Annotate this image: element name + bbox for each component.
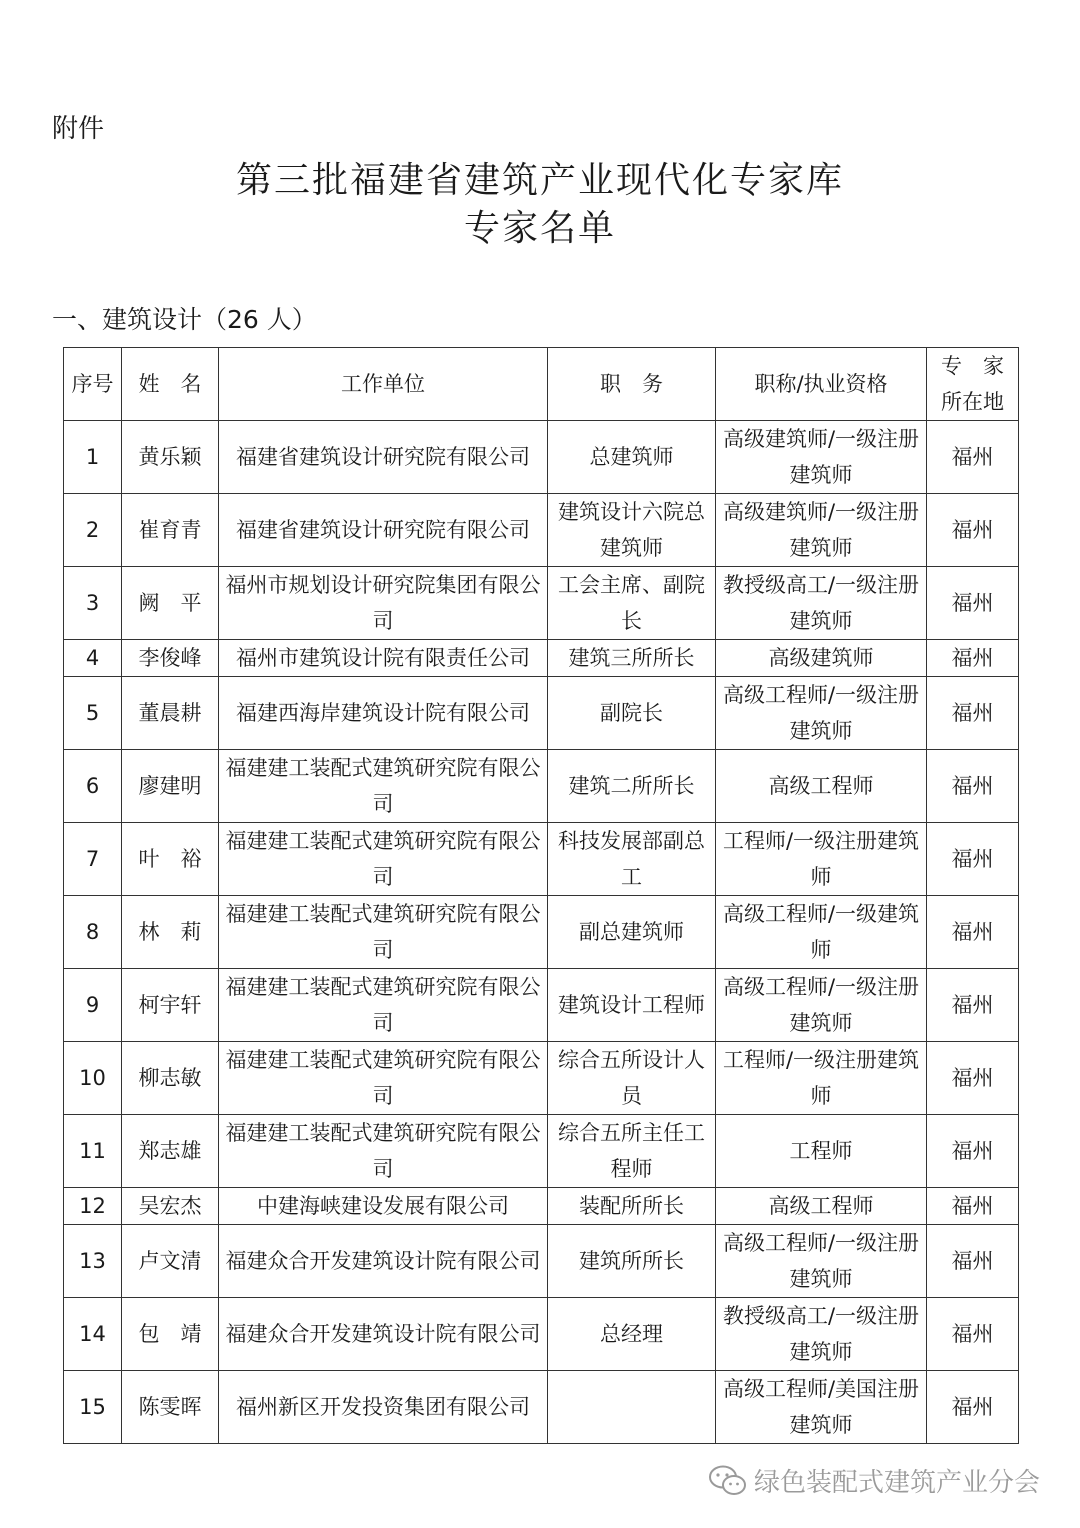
- cell-unit: 福州新区开发投资集团有限公司: [219, 1371, 548, 1444]
- cell-location: 福州: [927, 1225, 1019, 1298]
- cell-name: 崔育青: [122, 494, 219, 567]
- cell-unit: 福建建工装配式建筑研究院有限公司: [219, 896, 548, 969]
- cell-no: 15: [64, 1371, 122, 1444]
- cell-title: 高级工程师/一级建筑师: [716, 896, 927, 969]
- cell-position: 工会主席、副院长: [548, 567, 716, 640]
- cell-name: 廖建明: [122, 750, 219, 823]
- watermark: [708, 1462, 1040, 1499]
- cell-no: 12: [64, 1188, 122, 1225]
- table-row: [64, 494, 1019, 567]
- cell-no: 2: [64, 494, 122, 567]
- cell-title: 高级工程师: [716, 750, 927, 823]
- table-row: [64, 1225, 1019, 1298]
- table-row: [64, 1115, 1019, 1188]
- cell-title: 高级工程师/美国注册建筑师: [716, 1371, 927, 1444]
- cell-position: 建筑二所所长: [548, 750, 716, 823]
- cell-name: 柯宇轩: [122, 969, 219, 1042]
- table-row: [64, 896, 1019, 969]
- cell-no: 3: [64, 567, 122, 640]
- section-heading: 一、建筑设计（26 人）: [52, 305, 317, 334]
- watermark-text: 绿色装配式建筑产业分会: [754, 1468, 1041, 1498]
- cell-location: 福州: [927, 1188, 1019, 1225]
- cell-location: 福州: [927, 1298, 1019, 1371]
- cell-title: 高级工程师/一级注册建筑师: [716, 677, 927, 750]
- table-header-row: [64, 348, 1019, 421]
- cell-no: 9: [64, 969, 122, 1042]
- cell-position: 副总建筑师: [548, 896, 716, 969]
- cell-position: 科技发展部副总工: [548, 823, 716, 896]
- header-no: 序号: [64, 348, 122, 421]
- cell-no: 14: [64, 1298, 122, 1371]
- cell-title: 高级建筑师: [716, 640, 927, 677]
- cell-name: 林 莉: [122, 896, 219, 969]
- cell-no: 4: [64, 640, 122, 677]
- cell-name: 郑志雄: [122, 1115, 219, 1188]
- cell-location: 福州: [927, 494, 1019, 567]
- cell-location: 福州: [927, 750, 1019, 823]
- cell-name: 陈雯晖: [122, 1371, 219, 1444]
- cell-unit: 福建建工装配式建筑研究院有限公司: [219, 1042, 548, 1115]
- table-row: [64, 640, 1019, 677]
- cell-position: 总建筑师: [548, 421, 716, 494]
- wechat-icon: [708, 1464, 748, 1498]
- cell-unit: 福建建工装配式建筑研究院有限公司: [219, 1115, 548, 1188]
- cell-position: 建筑设计工程师: [548, 969, 716, 1042]
- cell-location: 福州: [927, 567, 1019, 640]
- cell-location: 福州: [927, 677, 1019, 750]
- cell-location: 福州: [927, 1042, 1019, 1115]
- cell-location: 福州: [927, 1371, 1019, 1444]
- cell-title: 工程师/一级注册建筑师: [716, 823, 927, 896]
- cell-unit: 福建省建筑设计研究院有限公司: [219, 421, 548, 494]
- table-row: [64, 1042, 1019, 1115]
- cell-position: 建筑设计六院总建筑师: [548, 494, 716, 567]
- cell-position: 综合五所设计人员: [548, 1042, 716, 1115]
- cell-no: 8: [64, 896, 122, 969]
- cell-position: 建筑三所所长: [548, 640, 716, 677]
- cell-no: 11: [64, 1115, 122, 1188]
- header-name: 姓 名: [122, 348, 219, 421]
- table-row: [64, 969, 1019, 1042]
- cell-name: 李俊峰: [122, 640, 219, 677]
- page-title: 第三批福建省建筑产业现代化专家库: [235, 160, 844, 201]
- cell-location: 福州: [927, 640, 1019, 677]
- cell-position: 建筑所所长: [548, 1225, 716, 1298]
- cell-unit: 中建海峡建设发展有限公司: [219, 1188, 548, 1225]
- attachment-label: 附件: [52, 114, 105, 144]
- cell-name: 吴宏杰: [122, 1188, 219, 1225]
- cell-unit: 福建省建筑设计研究院有限公司: [219, 494, 548, 567]
- cell-position: 副院长: [548, 677, 716, 750]
- cell-title: 教授级高工/一级注册建筑师: [716, 567, 927, 640]
- cell-unit: 福建建工装配式建筑研究院有限公司: [219, 823, 548, 896]
- cell-title: 教授级高工/一级注册建筑师: [716, 1298, 927, 1371]
- cell-unit: 福建建工装配式建筑研究院有限公司: [219, 969, 548, 1042]
- cell-name: 董晨耕: [122, 677, 219, 750]
- table-row: [64, 823, 1019, 896]
- cell-no: 7: [64, 823, 122, 896]
- cell-name: 黄乐颖: [122, 421, 219, 494]
- cell-position: [548, 1371, 716, 1444]
- cell-unit: 福州市建筑设计院有限责任公司: [219, 640, 548, 677]
- cell-title: 高级工程师/一级注册建筑师: [716, 969, 927, 1042]
- cell-no: 13: [64, 1225, 122, 1298]
- cell-location: 福州: [927, 969, 1019, 1042]
- table-row: [64, 677, 1019, 750]
- cell-title: 高级建筑师/一级注册建筑师: [716, 494, 927, 567]
- cell-position: 总经理: [548, 1298, 716, 1371]
- table-row: [64, 567, 1019, 640]
- cell-title: 高级建筑师/一级注册建筑师: [716, 421, 927, 494]
- cell-name: 柳志敏: [122, 1042, 219, 1115]
- header-position: 职 务: [548, 348, 716, 421]
- cell-unit: 福建西海岸建筑设计院有限公司: [219, 677, 548, 750]
- cell-no: 10: [64, 1042, 122, 1115]
- cell-no: 1: [64, 421, 122, 494]
- cell-position: 综合五所主任工程师: [548, 1115, 716, 1188]
- cell-location: 福州: [927, 823, 1019, 896]
- cell-title: 高级工程师: [716, 1188, 927, 1225]
- cell-unit: 福建众合开发建筑设计院有限公司: [219, 1298, 548, 1371]
- table-row: [64, 750, 1019, 823]
- header-location: 专 家所在地: [927, 348, 1019, 421]
- cell-title: 工程师/一级注册建筑师: [716, 1042, 927, 1115]
- cell-name: 阙 平: [122, 567, 219, 640]
- table-row: [64, 1298, 1019, 1371]
- table-row: [64, 1188, 1019, 1225]
- header-title: 职称/执业资格: [716, 348, 927, 421]
- cell-location: 福州: [927, 1115, 1019, 1188]
- cell-location: 福州: [927, 421, 1019, 494]
- cell-title: 工程师: [716, 1115, 927, 1188]
- page-subtitle: 专家名单: [463, 208, 616, 249]
- cell-position: 装配所所长: [548, 1188, 716, 1225]
- cell-unit: 福建建工装配式建筑研究院有限公司: [219, 750, 548, 823]
- expert-table: [63, 347, 1019, 1444]
- cell-name: 包 靖: [122, 1298, 219, 1371]
- cell-name: 叶 裕: [122, 823, 219, 896]
- header-unit: 工作单位: [219, 348, 548, 421]
- cell-unit: 福建众合开发建筑设计院有限公司: [219, 1225, 548, 1298]
- cell-no: 5: [64, 677, 122, 750]
- table-row: [64, 421, 1019, 494]
- cell-no: 6: [64, 750, 122, 823]
- cell-title: 高级工程师/一级注册建筑师: [716, 1225, 927, 1298]
- table-row: [64, 1371, 1019, 1444]
- cell-unit: 福州市规划设计研究院集团有限公司: [219, 567, 548, 640]
- cell-location: 福州: [927, 896, 1019, 969]
- cell-name: 卢文清: [122, 1225, 219, 1298]
